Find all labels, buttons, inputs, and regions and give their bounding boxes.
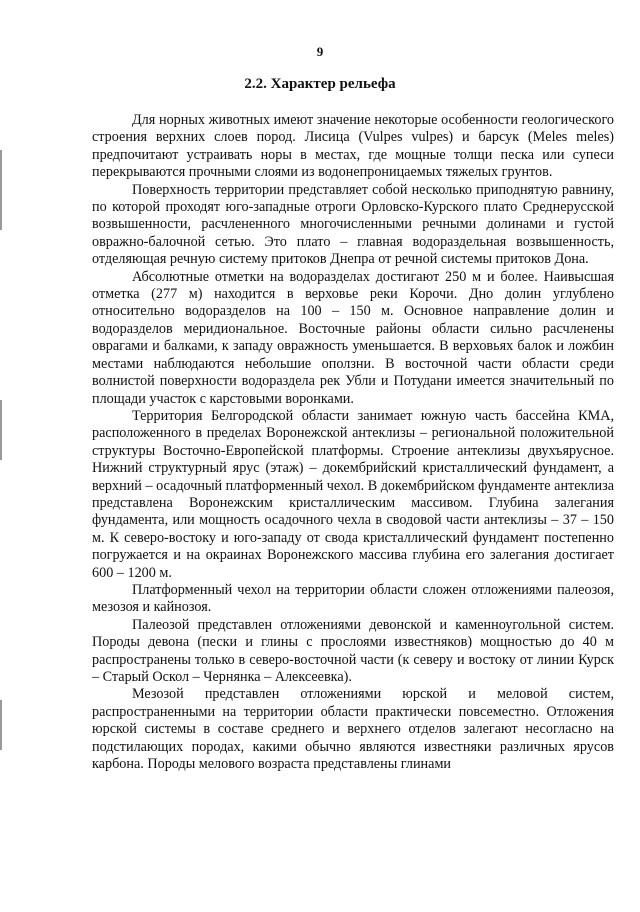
body-text [92, 112, 614, 773]
paragraph: Абсолютные отметки на водоразделах достигают 250 м и более. Наивысшая отметка (277 м) находится в верховье реки Корочи. Дно долин углублено относительно водоразделов на 100 – 150 м. Основное направление долин и водоразделов меридиональное. Восточные районы области сильно расчленены оврагами и балками, к западу овражность уменьшается. В верховьях балок и ложбин местами наблюдаются небольшие оползни. В восточной части области среди волнистой поверхности водораздела рек Убли и Потудани имеется значительный по площади участок с карстовыми воронками. [92, 268, 614, 407]
scan-edge-mark [0, 150, 2, 230]
paragraph: Территория Белгородской области занимает южную часть бассейна КМА, расположенного в пределах Воронежской антеклизы – региональной положительной структуры Восточно-Европейской платформы. Строение антеклизы двухъярусное. Нижний структурный ярус (этаж) – докембрийский кристаллический фундамент, а верхний – осадочный платформенный чехол. В докембрийском фундаменте антеклиза представлена Воронежским кристаллическим массивом. Глубина залегания фундамента, или мощность осадочного чехла в сводовой части антеклизы – 37 – 150 м. К северо-востоку и юго-западу от свода кристаллический фундамент постепенно погружается и на окраинах Воронежского массива глубина его залегания достигает 600 – 1200 м. [92, 407, 614, 581]
scan-edge-mark [0, 700, 2, 750]
scan-edge-mark [0, 400, 2, 460]
paragraph: Поверхность территории представляет собой несколько приподнятую равнину, по которой проходят юго-западные отроги Орловско-Курского плато Среднерусской возвышенности, расчлененного многочисленными речными долинами и густой овражно-балочной сетью. Это плато – главная водораздельная возвышенность, отделяющая речную систему притоков Днепра от речной системы притоков Дона. [92, 181, 614, 268]
section-title: 2.2. Характер рельефа [244, 76, 396, 92]
paragraph: Платформенный чехол на территории области сложен отложениями палеозоя, мезозоя и кайнозоя. [92, 581, 614, 616]
paragraph: Палеозой представлен отложениями девонской и каменноугольной систем. Породы девона (пески и глины с прослоями известняков) мощностью до 40 м распространены только в северо-восточной части (к северу и востоку от линии Курск – Старый Оскол – Чернянка – Алексеевка). [92, 616, 614, 685]
paragraph: Мезозой представлен отложениями юрской и меловой систем, распространенными на территории области практически повсеместно. Отложения юрской системы в составе среднего и верхнего отделов залегают несогласно на подстилающих породах, какими обычно являются известняки различных ярусов карбона. Породы мелового возраста представлены глинами [92, 686, 614, 773]
paragraph: Для норных животных имеют значение некоторые особенности геологического строения верхних слоев пород. Лисица (Vulpes vulpes) и барсук (Meles meles) предпочитают устраивать норы в местах, где мощные толщи песка или супеси перекрываются прочными слоями из водонепроницаемых тяжелых грунтов. [92, 112, 614, 181]
page-number: 9 [316, 44, 324, 59]
